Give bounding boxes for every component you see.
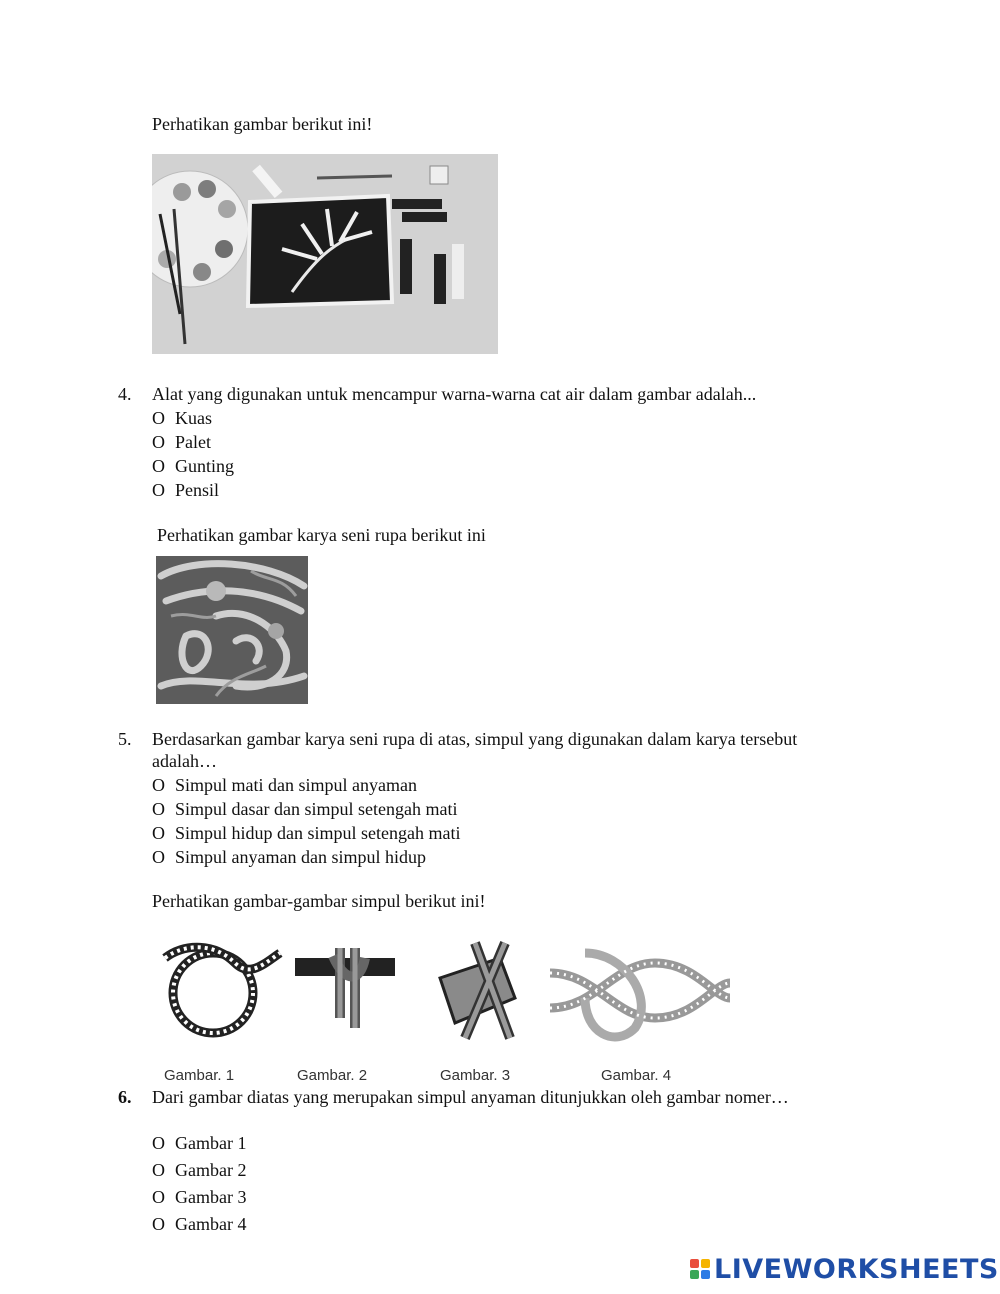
radio-icon[interactable]: O: [152, 799, 165, 819]
option-label: Gambar 4: [175, 1214, 247, 1234]
q6-option-1[interactable]: [152, 1132, 246, 1154]
q4-option-4[interactable]: [152, 479, 219, 501]
intro-text-2: Perhatikan gambar karya seni rupa berikut ini: [157, 525, 486, 545]
knots-figure: [155, 938, 735, 1088]
q5-option-4[interactable]: [152, 846, 426, 868]
option-label: Gambar 3: [175, 1187, 247, 1207]
intro-text-3: Perhatikan gambar-gambar simpul berikut ini!: [152, 891, 486, 911]
question-6-text: Dari gambar diatas yang merupakan simpul anyaman ditunjukkan oleh gambar nomer…: [152, 1087, 789, 1107]
q4-option-3[interactable]: [152, 455, 234, 477]
option-label: Gambar 1: [175, 1133, 247, 1153]
watercolor-photo: [152, 154, 498, 354]
radio-icon[interactable]: O: [152, 480, 165, 500]
q6-option-4[interactable]: [152, 1213, 246, 1235]
radio-icon[interactable]: O: [152, 1187, 165, 1207]
question-4-text: Alat yang digunakan untuk mencampur warna-warna cat air dalam gambar adalah...: [152, 384, 757, 404]
radio-icon[interactable]: O: [152, 775, 165, 795]
macrame-photo: [156, 556, 308, 704]
q5-option-3[interactable]: [152, 822, 460, 844]
q6-option-3[interactable]: [152, 1186, 246, 1208]
radio-icon[interactable]: O: [152, 847, 165, 867]
q4-option-1[interactable]: [152, 407, 212, 429]
q5-option-2[interactable]: [152, 798, 457, 820]
knot-3-drawing: [440, 943, 515, 1038]
radio-icon[interactable]: O: [152, 1160, 165, 1180]
option-label: Kuas: [175, 408, 212, 428]
liveworksheets-logo[interactable]: [690, 1252, 999, 1286]
radio-icon[interactable]: O: [152, 1214, 165, 1234]
logo-text: LIVEWORKSHEETS: [714, 1253, 999, 1285]
radio-icon[interactable]: O: [152, 456, 165, 476]
radio-icon[interactable]: O: [152, 432, 165, 452]
knot-caption-1: Gambar. 1: [164, 1067, 235, 1084]
option-label: Gunting: [175, 456, 235, 476]
knot-1-drawing: [165, 947, 280, 1033]
question-5-number: 5.: [118, 729, 132, 749]
radio-icon[interactable]: O: [152, 823, 165, 843]
knot-4-drawing: [550, 953, 730, 1037]
q4-option-2[interactable]: [152, 431, 211, 453]
option-label: Pensil: [175, 480, 220, 500]
question-4-number: 4.: [118, 384, 132, 404]
question-6-number: 6.: [118, 1087, 132, 1107]
option-label: Simpul dasar dan simpul setengah mati: [175, 799, 458, 819]
question-5-text-line2: adalah…: [152, 751, 217, 771]
option-label: Simpul mati dan simpul anyaman: [175, 775, 417, 795]
knot-2-drawing: [295, 948, 395, 1028]
intro-text-1: Perhatikan gambar berikut ini!: [152, 114, 373, 134]
knot-caption-4: Gambar. 4: [601, 1067, 672, 1084]
knot-caption-2: Gambar. 2: [297, 1067, 368, 1084]
option-label: Simpul anyaman dan simpul hidup: [175, 847, 426, 867]
logo-cube-icon: [690, 1259, 710, 1279]
knot-caption-3: Gambar. 3: [440, 1067, 511, 1084]
radio-icon[interactable]: O: [152, 408, 165, 428]
option-label: Palet: [175, 432, 211, 452]
option-label: Gambar 2: [175, 1160, 247, 1180]
q5-option-1[interactable]: [152, 774, 417, 796]
option-label: Simpul hidup dan simpul setengah mati: [175, 823, 461, 843]
radio-icon[interactable]: O: [152, 1133, 165, 1153]
q6-option-2[interactable]: [152, 1159, 246, 1181]
question-5-text-line1: Berdasarkan gambar karya seni rupa di atas, simpul yang digunakan dalam karya tersebut: [152, 729, 798, 749]
